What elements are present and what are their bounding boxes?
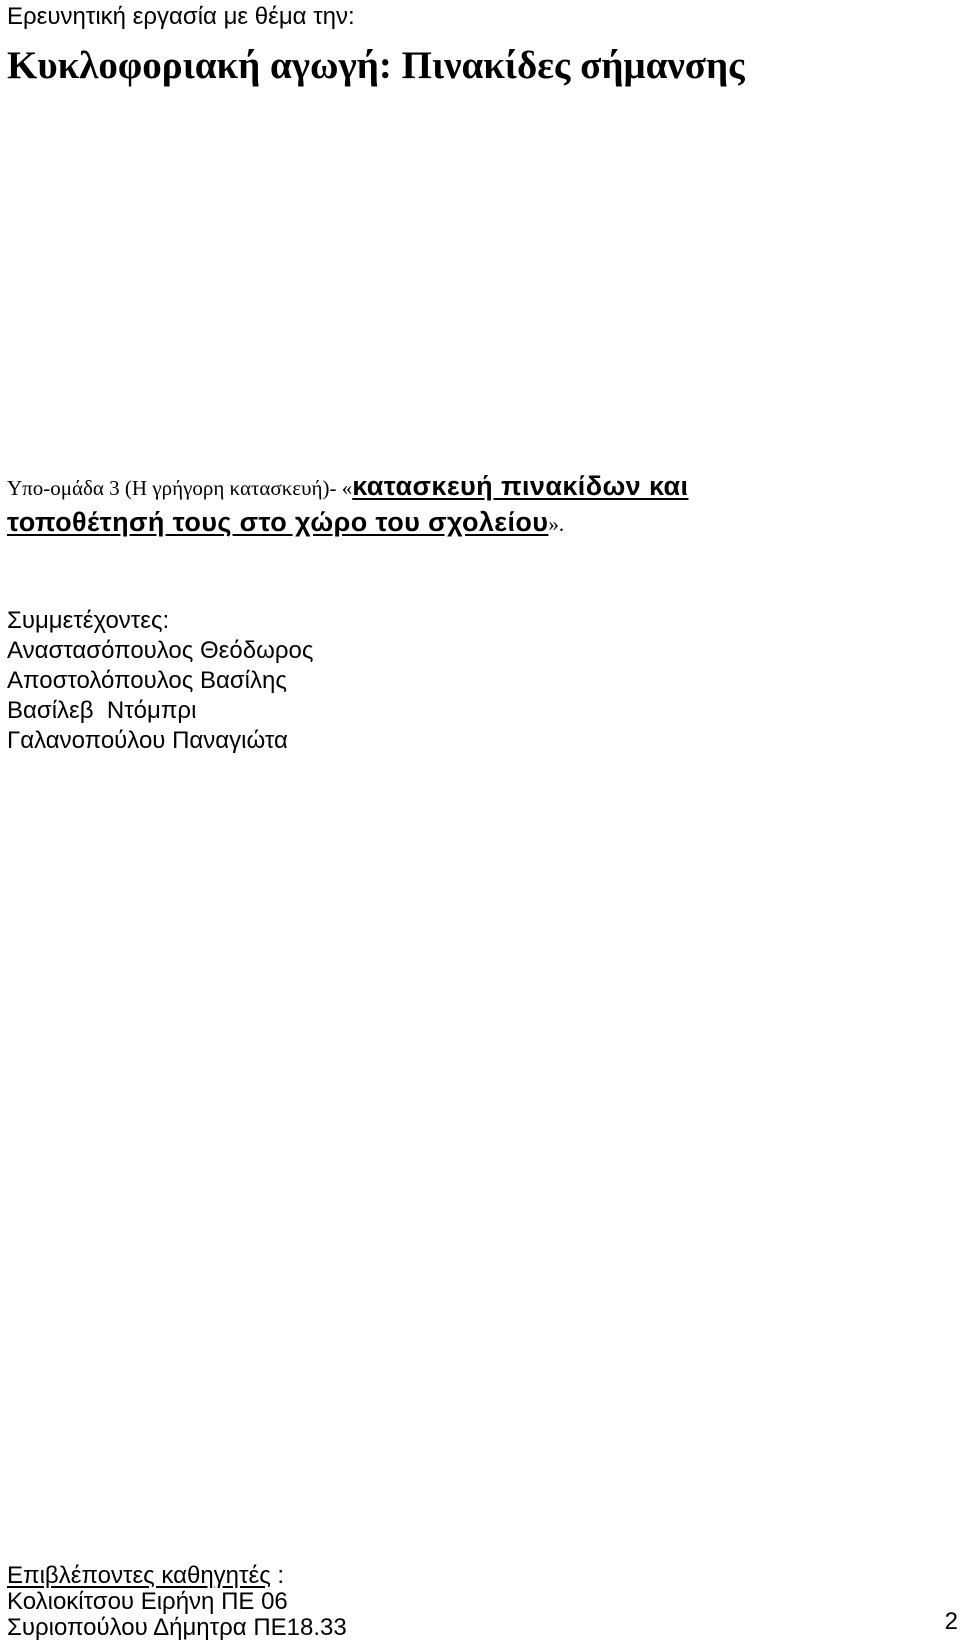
participant-name: Βασίλεβ Ντόμπρι [7,697,197,724]
subgroup-topic-part-1: κατασκευή πινακίδων και [352,471,689,501]
participant-name: Γαλανοπούλου Παναγιώτα [7,727,288,754]
supervisors-label-row [7,1563,347,1589]
subgroup-description [7,468,947,540]
participant-name: Αποστολόπουλος Βασίλης [7,667,287,694]
document-title: Κυκλοφοριακή αγωγή: Πινακίδες σήμανσης [7,44,745,87]
subgroup-prefix: Υπο-ομάδα 3 (Η γρήγορη κατασκευή)- « [7,476,353,500]
participant-name: Αναστασόπουλος Θεόδωρος [7,637,314,664]
subgroup-topic-part-2: τοποθέτησή τους στο χώρο του σχολείου [7,507,549,537]
intro-line: Ερευνητική εργασία με θέμα την: [7,3,355,30]
participants-block [7,606,313,756]
supervisor-name: Κολιοκίτσου Ειρήνη ΠΕ 06 [7,1588,288,1615]
supervisor-name: Συριοπούλου Δήμητρα ΠΕ18.33 [7,1614,347,1641]
subgroup-closing: ». [548,512,565,536]
page-number: 2 [944,1608,958,1635]
supervisors-label: Επιβλέποντες καθηγητές [7,1562,271,1589]
supervisors-label-suffix: : [270,1562,285,1589]
subgroup-line-1 [7,468,947,504]
participants-label: Συμμετέχοντες: [7,607,170,634]
subgroup-line-2 [7,504,947,540]
supervisors-block [7,1563,347,1641]
